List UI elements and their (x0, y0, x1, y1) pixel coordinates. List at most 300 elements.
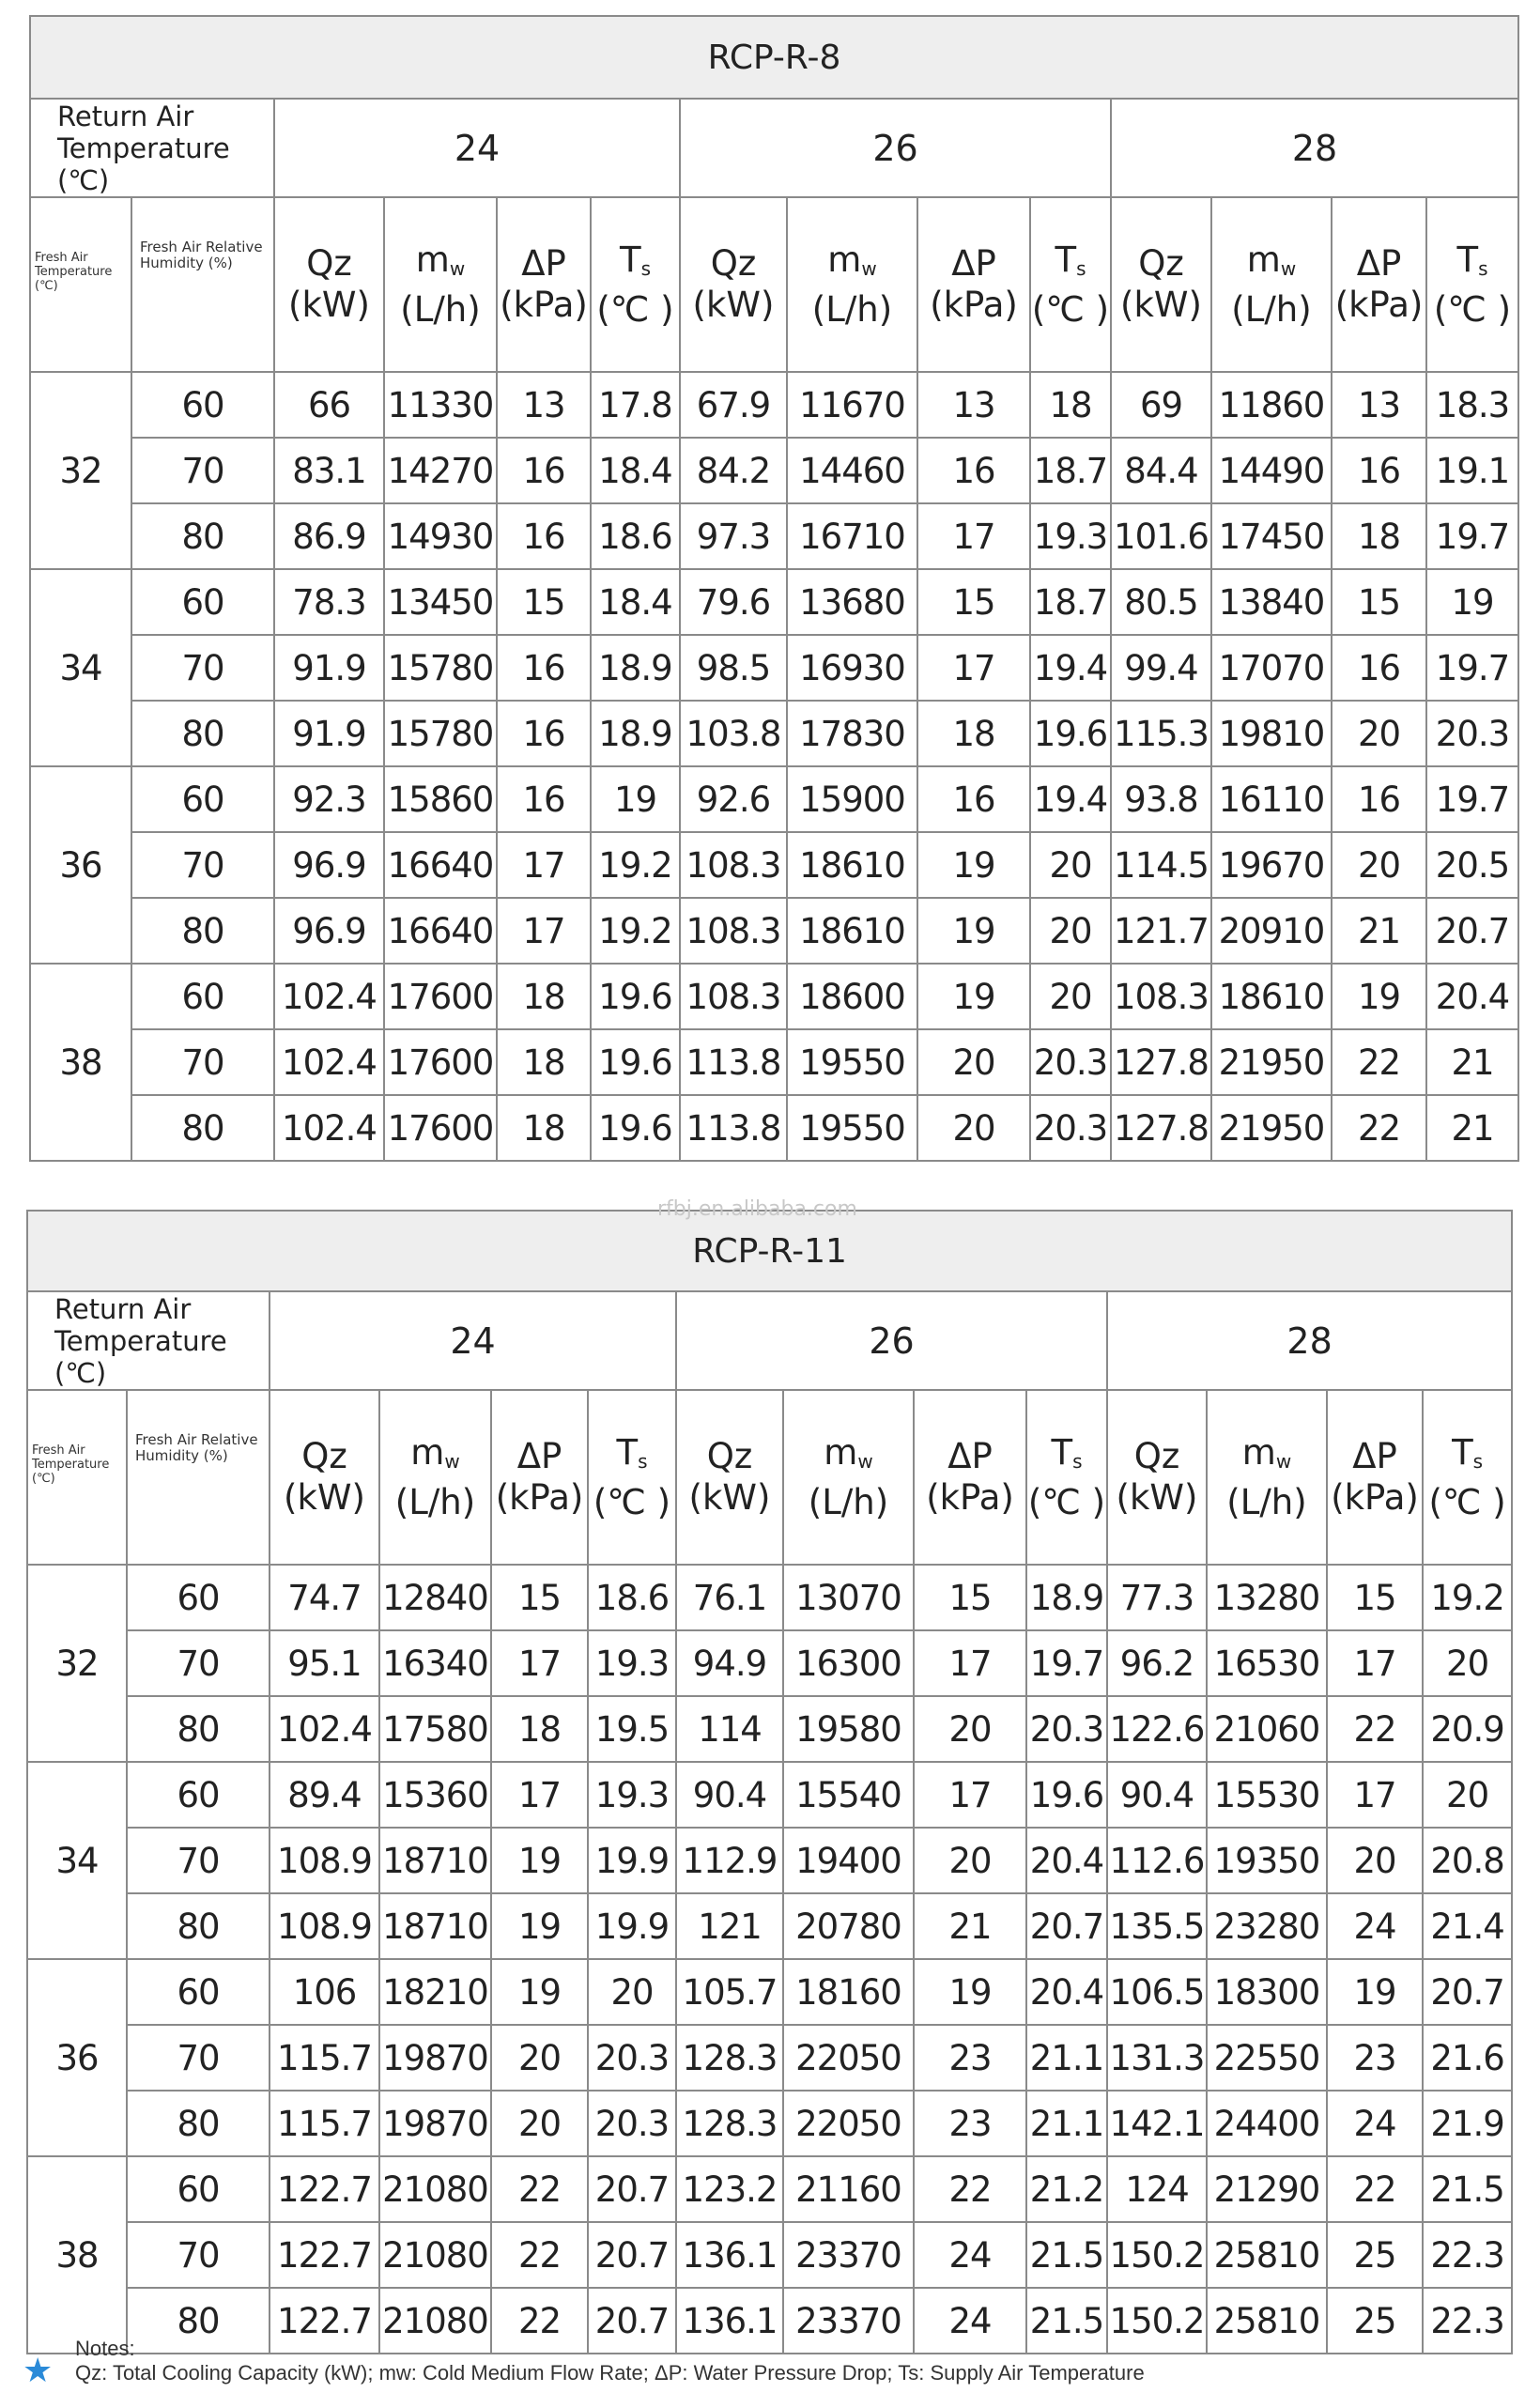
value-cell: 92.6 (680, 766, 787, 832)
value-cell: 15860 (384, 766, 497, 832)
metric-name (1328, 1436, 1422, 1477)
metric-name (498, 243, 590, 285)
performance-table-rcp-r-11 (26, 1210, 1525, 2354)
value-cell: 21 (914, 1893, 1026, 1959)
value-cell: 18 (1030, 372, 1111, 438)
value-cell: 16930 (787, 635, 917, 701)
value-cell: 15 (1332, 569, 1426, 635)
value-cell: 15 (917, 569, 1030, 635)
value-cell: 122.7 (270, 2222, 379, 2288)
value-cell: 18610 (787, 898, 917, 964)
value-cell: 15360 (379, 1762, 491, 1828)
metric-subscript: w (444, 1449, 460, 1473)
value-cell: 21.6 (1423, 2025, 1512, 2091)
value-cell: 25 (1327, 2288, 1423, 2354)
value-cell: 20 (917, 1029, 1030, 1095)
value-cell: 22050 (783, 2091, 914, 2156)
value-cell: 17 (917, 503, 1030, 569)
metric-symbol: m (827, 239, 862, 280)
value-cell: 96.9 (274, 832, 384, 898)
return-temp-header: 24 (274, 99, 680, 197)
value-cell: 19 (1327, 1959, 1423, 2025)
metric-unit: (℃ ) (1031, 288, 1110, 330)
value-cell: 18.3 (1426, 372, 1518, 438)
value-cell: 19.6 (591, 1029, 680, 1095)
value-cell: 21080 (379, 2222, 491, 2288)
value-cell: 108.3 (1111, 964, 1211, 1029)
value-cell: 18210 (379, 1959, 491, 2025)
value-cell: 108.3 (680, 964, 787, 1029)
value-cell: 23 (1327, 2025, 1423, 2091)
value-cell: 142.1 (1107, 2091, 1207, 2156)
value-cell: 21950 (1211, 1029, 1332, 1095)
metric-header (680, 197, 787, 372)
metric-unit: (kW) (692, 285, 775, 325)
value-cell: 102.4 (274, 964, 384, 1029)
value-cell: 20.7 (1423, 1959, 1512, 2025)
fresh-air-rh-label: Fresh Air Relative Humidity (%) (131, 197, 274, 372)
value-cell: 21080 (379, 2288, 491, 2354)
table-row (27, 1630, 1525, 1696)
metric-unit: (kPa) (1334, 285, 1424, 325)
metric-symbol: ΔP (951, 243, 996, 284)
value-cell: 21080 (379, 2156, 491, 2222)
value-cell: 24400 (1207, 2091, 1327, 2156)
value-cell: 17 (491, 1630, 588, 1696)
value-cell: 19.6 (591, 964, 680, 1029)
value-cell: 128.3 (676, 2025, 783, 2091)
metric-symbol: m (824, 1431, 858, 1473)
fresh-air-temp-cell: 36 (30, 766, 131, 964)
metric-name (589, 1432, 675, 1482)
metric-subscript: w (857, 1449, 873, 1473)
metric-name (784, 1432, 913, 1482)
metric-header (497, 197, 591, 372)
value-cell: 20 (917, 1095, 1030, 1161)
table-row (30, 635, 1525, 701)
metric-subscript: w (449, 256, 466, 280)
value-cell: 25810 (1207, 2288, 1327, 2354)
value-cell: 25 (1327, 2222, 1423, 2288)
watermark-text: rfbj.en.alibaba.com (657, 1197, 857, 1221)
value-cell: 24 (914, 2288, 1026, 2354)
metric-header (917, 197, 1030, 372)
value-cell: 18.6 (591, 503, 680, 569)
value-cell: 136.1 (676, 2288, 783, 2354)
humidity-cell: 70 (131, 635, 274, 701)
value-cell: 108.9 (270, 1828, 379, 1893)
value-cell: 22550 (1207, 2025, 1327, 2091)
humidity-cell: 80 (127, 1893, 270, 1959)
return-temp-header: 26 (676, 1291, 1107, 1390)
metric-symbol: ΔP (521, 243, 566, 284)
metric-symbol: T (1051, 1431, 1073, 1473)
value-cell: 18 (497, 1029, 591, 1095)
value-cell: 17 (914, 1630, 1026, 1696)
return-temp-header: 26 (680, 99, 1111, 197)
fresh-air-temp-cell: 36 (27, 1959, 127, 2156)
value-cell: 19 (1332, 964, 1426, 1029)
metric-symbol: ΔP (1352, 1436, 1397, 1476)
table-row (27, 1959, 1525, 2025)
value-cell: 22.3 (1423, 2222, 1512, 2288)
value-cell: 16710 (787, 503, 917, 569)
metric-header (914, 1390, 1026, 1565)
metric-unit: (kW) (688, 1477, 771, 1518)
value-cell: 16640 (384, 898, 497, 964)
value-cell: 13 (497, 372, 591, 438)
value-cell: 13680 (787, 569, 917, 635)
return-temp-header: 24 (270, 1291, 676, 1390)
value-cell: 23280 (1207, 1893, 1327, 1959)
value-cell: 17600 (384, 964, 497, 1029)
value-cell: 24 (914, 2222, 1026, 2288)
metric-unit: (L/h) (1231, 288, 1312, 330)
metric-name (915, 1436, 1025, 1477)
value-cell: 19350 (1207, 1828, 1327, 1893)
metric-symbol: Qz (710, 243, 757, 284)
value-cell: 106.5 (1107, 1959, 1207, 2025)
value-cell: 78.3 (274, 569, 384, 635)
value-cell: 21.5 (1026, 2288, 1107, 2354)
table-row (30, 701, 1525, 766)
humidity-cell: 80 (127, 2091, 270, 2156)
metric-symbol: m (410, 1431, 445, 1473)
value-cell: 21290 (1207, 2156, 1327, 2222)
metric-header (274, 197, 384, 372)
table-row (27, 1696, 1525, 1762)
value-cell: 16530 (1207, 1630, 1327, 1696)
value-cell: 11670 (787, 372, 917, 438)
metric-subscript: s (640, 256, 652, 280)
value-cell: 18.9 (591, 635, 680, 701)
table-row (27, 1565, 1525, 1630)
value-cell: 122.7 (270, 2288, 379, 2354)
value-cell: 16 (497, 635, 591, 701)
value-cell: 19 (491, 1828, 588, 1893)
value-cell: 102.4 (274, 1029, 384, 1095)
value-cell: 19.4 (1030, 635, 1111, 701)
value-cell: 114.5 (1111, 832, 1211, 898)
value-cell: 17580 (379, 1696, 491, 1762)
value-cell: 93.8 (1111, 766, 1211, 832)
value-cell: 18.7 (1030, 569, 1111, 635)
value-cell: 18 (491, 1696, 588, 1762)
metric-name (1427, 239, 1517, 289)
metric-unit: (kPa) (1331, 1477, 1419, 1518)
value-cell: 21 (1332, 898, 1426, 964)
metric-header (379, 1390, 491, 1565)
metric-header (384, 197, 497, 372)
table-title: RCP-R-8 (30, 16, 1518, 99)
fresh-air-temp-cell: 32 (30, 372, 131, 569)
value-cell: 21 (1426, 1095, 1518, 1161)
metric-unit: (kW) (1116, 1477, 1198, 1518)
metric-symbol: m (415, 239, 450, 280)
value-cell: 115.7 (270, 2091, 379, 2156)
value-cell: 20.7 (588, 2288, 676, 2354)
value-cell: 19810 (1211, 701, 1332, 766)
humidity-cell: 70 (127, 2025, 270, 2091)
value-cell: 16340 (379, 1630, 491, 1696)
value-cell: 13450 (384, 569, 497, 635)
value-cell: 20.5 (1426, 832, 1518, 898)
value-cell: 16 (497, 438, 591, 503)
value-cell: 84.2 (680, 438, 787, 503)
value-cell: 14270 (384, 438, 497, 503)
value-cell: 113.8 (680, 1095, 787, 1161)
metric-name (1208, 1432, 1326, 1482)
value-cell: 19 (917, 832, 1030, 898)
metric-name (1031, 239, 1110, 289)
value-cell: 77.3 (1107, 1565, 1207, 1630)
value-cell: 17 (491, 1762, 588, 1828)
value-cell: 24 (1327, 1893, 1423, 1959)
value-cell: 19670 (1211, 832, 1332, 898)
table-row (27, 1893, 1525, 1959)
value-cell: 20.3 (1026, 1696, 1107, 1762)
metric-unit: (kPa) (500, 285, 588, 325)
value-cell: 23 (914, 2091, 1026, 2156)
value-cell: 17 (497, 832, 591, 898)
value-cell: 114 (676, 1696, 783, 1762)
table-title: RCP-R-11 (27, 1211, 1512, 1291)
value-cell: 17 (497, 898, 591, 964)
value-cell: 20.7 (588, 2156, 676, 2222)
value-cell: 25810 (1207, 2222, 1327, 2288)
metric-header (270, 1390, 379, 1565)
value-cell: 127.8 (1111, 1029, 1211, 1095)
metric-symbol: m (1246, 239, 1281, 280)
metric-unit: (kW) (1120, 285, 1202, 325)
notes-heading: Notes: (75, 2337, 135, 2360)
metric-name (270, 1436, 378, 1477)
value-cell: 11330 (384, 372, 497, 438)
value-cell: 96.9 (274, 898, 384, 964)
value-cell: 16 (1332, 438, 1426, 503)
value-cell: 18.7 (1030, 438, 1111, 503)
value-cell: 14490 (1211, 438, 1332, 503)
value-cell: 19.7 (1026, 1630, 1107, 1696)
value-cell: 105.7 (676, 1959, 783, 2025)
metric-unit: (℃ ) (1428, 1481, 1506, 1522)
value-cell: 22 (491, 2222, 588, 2288)
value-cell: 18610 (1211, 964, 1332, 1029)
value-cell: 128.3 (676, 2091, 783, 2156)
value-cell: 17 (1327, 1762, 1423, 1828)
value-cell: 15780 (384, 635, 497, 701)
metric-name (918, 243, 1029, 285)
value-cell: 22 (491, 2288, 588, 2354)
value-cell: 22 (1332, 1029, 1426, 1095)
value-cell: 23370 (783, 2222, 914, 2288)
value-cell: 76.1 (676, 1565, 783, 1630)
table-row (27, 2091, 1525, 2156)
fresh-air-temp-cell: 34 (30, 569, 131, 766)
value-cell: 18 (1332, 503, 1426, 569)
metric-symbol: Qz (301, 1436, 347, 1476)
humidity-cell: 80 (131, 503, 274, 569)
metric-subscript: s (1072, 1449, 1083, 1473)
fresh-air-rh-label: Fresh Air Relative Humidity (%) (127, 1390, 270, 1565)
value-cell: 19.6 (1026, 1762, 1107, 1828)
value-cell: 84.4 (1111, 438, 1211, 503)
value-cell: 17 (1327, 1630, 1423, 1696)
fresh-air-temp-cell: 38 (30, 964, 131, 1161)
value-cell: 18 (917, 701, 1030, 766)
metric-symbol: T (616, 1431, 639, 1473)
metric-subscript: w (1275, 1449, 1292, 1473)
value-cell: 19 (917, 964, 1030, 1029)
metric-header (1327, 1390, 1423, 1565)
value-cell: 13 (917, 372, 1030, 438)
metric-header (1207, 1390, 1327, 1565)
value-cell: 20.3 (588, 2091, 676, 2156)
star-icon: ★ (23, 2351, 54, 2389)
value-cell: 20780 (783, 1893, 914, 1959)
value-cell: 16 (917, 766, 1030, 832)
value-cell: 24 (1327, 2091, 1423, 2156)
metric-symbol: T (1452, 1431, 1473, 1473)
value-cell: 19.7 (1426, 766, 1518, 832)
value-cell: 19.3 (588, 1762, 676, 1828)
value-cell: 20 (1030, 898, 1111, 964)
value-cell: 21.5 (1026, 2222, 1107, 2288)
value-cell: 20 (1423, 1630, 1512, 1696)
value-cell: 15 (1327, 1565, 1423, 1630)
value-cell: 19 (491, 1893, 588, 1959)
value-cell: 20.9 (1423, 1696, 1512, 1762)
value-cell: 20.4 (1026, 1828, 1107, 1893)
value-cell: 150.2 (1107, 2222, 1207, 2288)
value-cell: 16300 (783, 1630, 914, 1696)
value-cell: 74.7 (270, 1565, 379, 1630)
value-cell: 15780 (384, 701, 497, 766)
metric-unit: (℃ ) (1027, 1481, 1106, 1522)
return-air-label: Return Air Temperature (℃) (30, 99, 274, 197)
value-cell: 122.7 (270, 2156, 379, 2222)
table-row (30, 832, 1525, 898)
fresh-air-temp-label: Fresh Air Temperature (℃) (30, 197, 131, 372)
value-cell: 22.3 (1423, 2288, 1512, 2354)
metric-header (1026, 1390, 1107, 1565)
metric-header (491, 1390, 588, 1565)
value-cell: 12840 (379, 1565, 491, 1630)
value-cell: 17070 (1211, 635, 1332, 701)
value-cell: 108.9 (270, 1893, 379, 1959)
metric-header (1332, 197, 1426, 372)
value-cell: 11860 (1211, 372, 1332, 438)
value-cell: 16 (497, 503, 591, 569)
value-cell: 13070 (783, 1565, 914, 1630)
value-cell: 15 (914, 1565, 1026, 1630)
return-temp-header: 28 (1107, 1291, 1512, 1390)
value-cell: 19 (917, 898, 1030, 964)
table-row (27, 2025, 1525, 2091)
value-cell: 16 (497, 701, 591, 766)
metric-header (676, 1390, 783, 1565)
value-cell: 21.1 (1026, 2091, 1107, 2156)
humidity-cell: 70 (131, 1029, 274, 1095)
value-cell: 20 (914, 1696, 1026, 1762)
value-cell: 66 (274, 372, 384, 438)
value-cell: 108.3 (680, 898, 787, 964)
value-cell: 20.3 (1030, 1095, 1111, 1161)
table-row (30, 898, 1525, 964)
humidity-cell: 60 (131, 372, 274, 438)
value-cell: 17830 (787, 701, 917, 766)
value-cell: 18.4 (591, 569, 680, 635)
value-cell: 122.6 (1107, 1696, 1207, 1762)
value-cell: 19.4 (1030, 766, 1111, 832)
fresh-air-temp-cell: 34 (27, 1762, 127, 1959)
value-cell: 19870 (379, 2091, 491, 2156)
value-cell: 19.6 (1030, 701, 1111, 766)
value-cell: 21160 (783, 2156, 914, 2222)
value-cell: 23 (914, 2025, 1026, 2091)
table-row (30, 766, 1525, 832)
value-cell: 15540 (783, 1762, 914, 1828)
metric-symbol: Qz (1138, 243, 1184, 284)
metric-unit: (L/h) (808, 1481, 889, 1522)
value-cell: 89.4 (270, 1762, 379, 1828)
metric-symbol: Qz (706, 1436, 753, 1476)
value-cell: 20.7 (588, 2222, 676, 2288)
value-cell: 16 (1332, 766, 1426, 832)
metric-symbol: ΔP (1356, 243, 1402, 284)
value-cell: 112.9 (676, 1828, 783, 1893)
value-cell: 19.6 (591, 1095, 680, 1161)
notes-text: Qz: Total Cooling Capacity (kW); mw: Cold Medium Flow Rate; ΔP: Water Pressure Drop; Ts: Supply Air Temperature (75, 2361, 1145, 2385)
metric-name (1332, 243, 1425, 285)
metric-unit: (℃ ) (1433, 288, 1512, 330)
value-cell: 20 (1332, 832, 1426, 898)
value-cell: 20.4 (1026, 1959, 1107, 2025)
metric-unit: (L/h) (1226, 1481, 1307, 1522)
metric-header (1426, 197, 1518, 372)
metric-unit: (L/h) (811, 288, 893, 330)
value-cell: 15 (491, 1565, 588, 1630)
metric-subscript: s (1076, 256, 1086, 280)
metric-name (1212, 239, 1331, 289)
metric-unit: (℃ ) (593, 1481, 671, 1522)
value-cell: 20 (1030, 832, 1111, 898)
value-cell: 15530 (1207, 1762, 1327, 1828)
value-cell: 127.8 (1111, 1095, 1211, 1161)
humidity-cell: 60 (127, 2156, 270, 2222)
metric-unit: (L/h) (400, 288, 481, 330)
fresh-air-temp-cell: 38 (27, 2156, 127, 2354)
value-cell: 19870 (379, 2025, 491, 2091)
value-cell: 19.5 (588, 1696, 676, 1762)
humidity-cell: 70 (131, 438, 274, 503)
metric-unit: (kW) (288, 285, 370, 325)
value-cell: 18300 (1207, 1959, 1327, 2025)
value-cell: 20 (914, 1828, 1026, 1893)
value-cell: 20.7 (1426, 898, 1518, 964)
metric-subscript: w (861, 256, 877, 280)
value-cell: 91.9 (274, 635, 384, 701)
value-cell: 18710 (379, 1893, 491, 1959)
performance-table-rcp-r-8 (29, 15, 1525, 1162)
value-cell: 108.3 (680, 832, 787, 898)
value-cell: 90.4 (1107, 1762, 1207, 1828)
humidity-cell: 80 (127, 1696, 270, 1762)
table-row (27, 1762, 1525, 1828)
value-cell: 86.9 (274, 503, 384, 569)
value-cell: 18160 (783, 1959, 914, 2025)
metric-name (1424, 1432, 1511, 1482)
